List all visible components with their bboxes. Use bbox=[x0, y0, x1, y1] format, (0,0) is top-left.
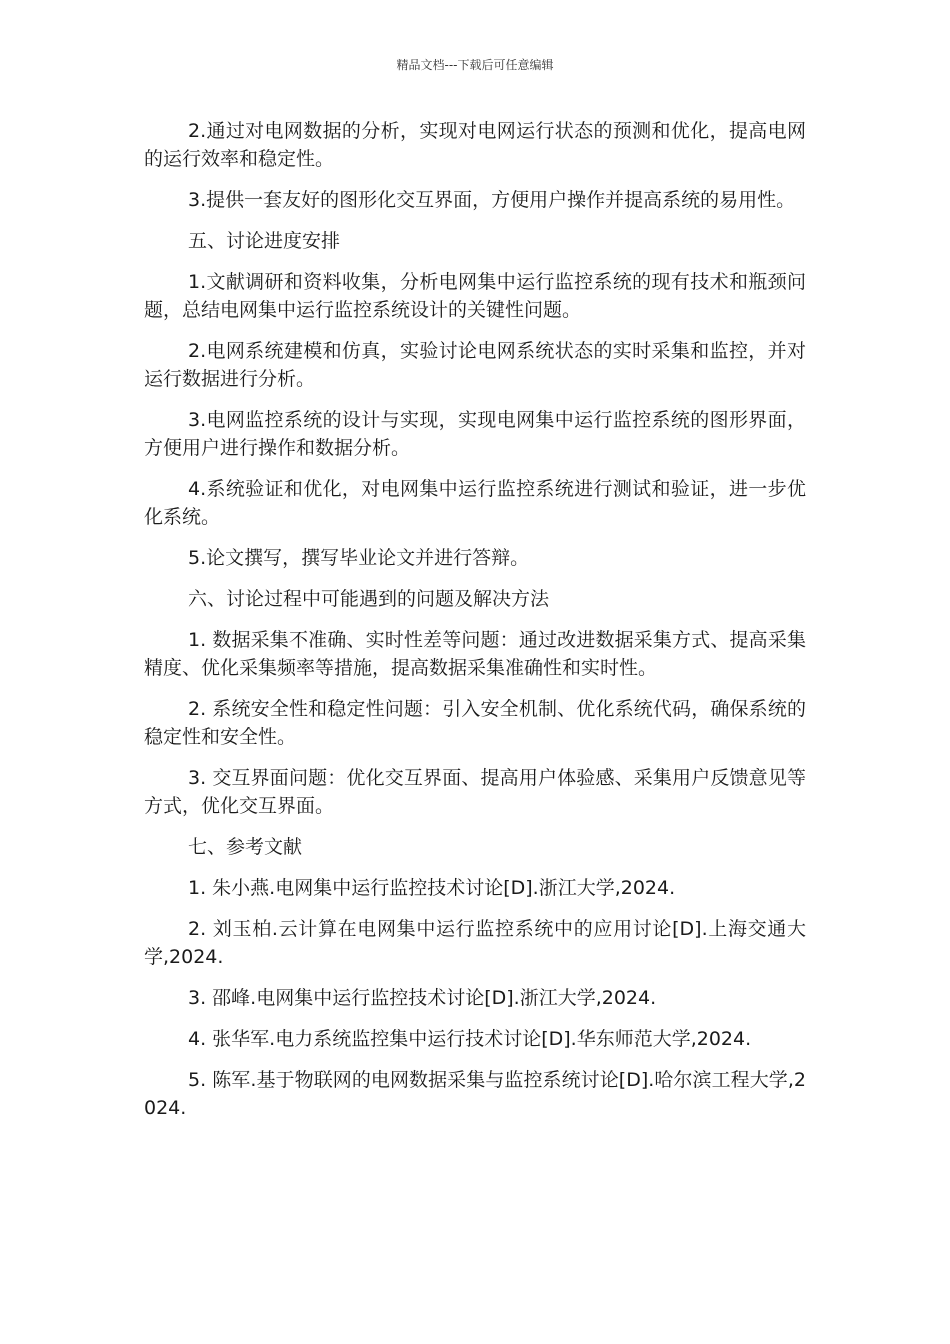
page-header: 精品文档---下载后可任意编辑 bbox=[396, 58, 554, 72]
reference-item-1: 1. 朱小燕.电网集中运行监控技术讨论[D].浙江大学,2024. bbox=[188, 877, 676, 899]
document-body bbox=[144, 117, 806, 1135]
schedule-item-1: 1.文献调研和资料收集，分析电网集中运行监控系统的现有技术和瓶颈问题，总结电网集中运行监控系统设计的关键性问题。 bbox=[144, 271, 806, 321]
problem-item-1: 1. 数据采集不准确、实时性差等问题：通过改进数据采集方式、提高采集精度、优化采集频率等措施，提高数据采集准确性和实时性。 bbox=[144, 629, 806, 679]
objective-paragraph-2: 2.通过对电网数据的分析，实现对电网运行状态的预测和优化，提高电网的运行效率和稳定性。 bbox=[144, 120, 806, 170]
reference-item-4: 4. 张华军.电力系统监控集中运行技术讨论[D].华东师范大学,2024. bbox=[188, 1028, 752, 1050]
schedule-item-3: 3.电网监控系统的设计与实现，实现电网集中运行监控系统的图形界面，方便用户进行操作和数据分析。 bbox=[144, 409, 806, 459]
problem-item-3: 3. 交互界面问题：优化交互界面、提高用户体验感、采集用户反馈意见等方式，优化交互界面。 bbox=[144, 767, 806, 817]
section-heading-references: 七、参考文献 bbox=[188, 836, 303, 858]
schedule-item-4: 4.系统验证和优化，对电网集中运行监控系统进行测试和验证，进一步优化系统。 bbox=[144, 478, 806, 528]
reference-item-2: 2. 刘玉柏.云计算在电网集中运行监控系统中的应用讨论[D].上海交通大学,2024. bbox=[144, 918, 806, 968]
reference-item-5: 5. 陈军.基于物联网的电网数据采集与监控系统讨论[D].哈尔滨工程大学,2024. bbox=[144, 1069, 806, 1119]
objective-paragraph-3: 3.提供一套友好的图形化交互界面，方便用户操作并提高系统的易用性。 bbox=[188, 189, 796, 211]
reference-item-3: 3. 邵峰.电网集中运行监控技术讨论[D].浙江大学,2024. bbox=[188, 987, 657, 1009]
section-heading-problems: 六、讨论过程中可能遇到的问题及解决方法 bbox=[188, 588, 550, 610]
schedule-item-5: 5.论文撰写，撰写毕业论文并进行答辩。 bbox=[188, 547, 530, 569]
problem-item-2: 2. 系统安全性和稳定性问题：引入安全机制、优化系统代码，确保系统的稳定性和安全性。 bbox=[144, 698, 806, 748]
section-heading-schedule: 五、讨论进度安排 bbox=[188, 230, 341, 252]
schedule-item-2: 2.电网系统建模和仿真，实验讨论电网系统状态的实时采集和监控，并对运行数据进行分析。 bbox=[144, 340, 806, 390]
